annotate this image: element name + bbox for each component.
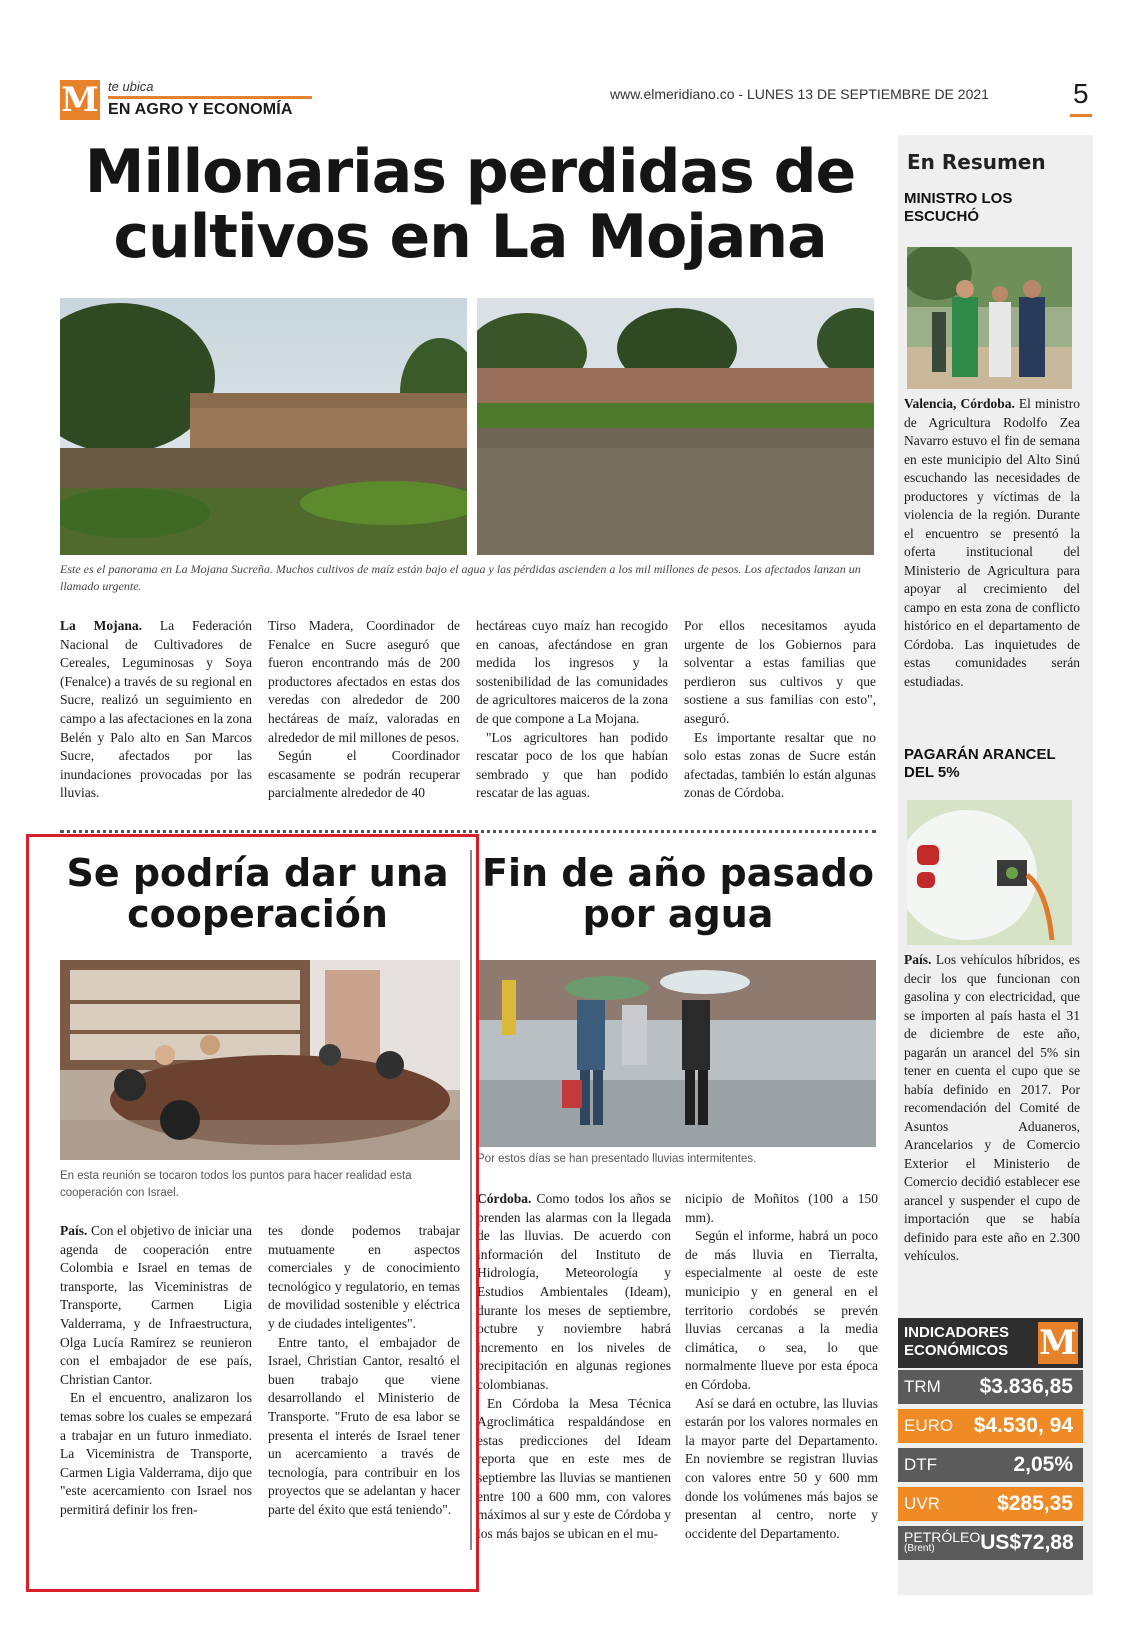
paragraph: Así se dará en octubre, las lluvias estarán por los valores normales en la mayor parte del Departamento. En noviembre se registran lluvias con valores entre 50 y 600 mm donde los volúmenes más bajos se presentan al centro, norte y occidente del Departamento. — [685, 1395, 878, 1541]
lluvias-column-1 — [477, 1190, 671, 1543]
sidebar-item2-body: Los vehículos híbridos, es decir los que funcionan con gasolina y con electricidad, que se importen al país hasta el 31 de diciembre de este año, pagarán un arancel del 5% sin tener en cuenta el cupo que se había definido en 2017. Por recomendación del Comité de Asuntos Aduaneros, Arancelarios y de Comercio Exterior el Ministerio de Comercio decidió establecer ese arancel y suspender el cupo de importación que se había definido para este año en 2.300 vehículos. — [904, 952, 1080, 1263]
lluvias-column-2 — [685, 1190, 878, 1543]
paragraph: Por ellos necesitamos ayuda urgente de los Gobiernos para solventar a estas familias que perdieron sus cultivos y que sostiene a sus familias con esto", aseguró. — [684, 618, 876, 726]
paragraph: nicipio de Moñitos (100 a 150 mm). — [685, 1191, 878, 1225]
main-headline: Millonarias perdidas de cultivos en La Mojana — [84, 137, 856, 272]
sidebar-item2-lead: País. — [904, 952, 932, 967]
main-story-column-2 — [268, 617, 460, 803]
section-divider — [60, 830, 876, 833]
sidebar-item2-text — [904, 951, 1080, 1266]
indicator-label: PETRÓLEO — [904, 1529, 981, 1545]
indicator-sublabel: (Brent) — [904, 1543, 935, 1554]
main-story-column-1 — [60, 617, 252, 803]
section-rule — [108, 96, 312, 99]
lluvias-headline: Fin de año pasado por agua — [482, 851, 874, 937]
highlight-box — [26, 834, 479, 1592]
main-story-column-3 — [476, 617, 668, 803]
page-number: 5 — [1073, 78, 1089, 109]
main-story-column-4 — [684, 617, 876, 803]
sidebar-item1-text — [904, 395, 1080, 691]
paragraph: Entre tanto, el embajador de Israel, Christian Cantor, resaltó el buen trabajo que viene desarrollando el Ministerio de Transporte. "Fruto de esa labor se presenta el interés de Israel tener un acercamiento a través de tecnología, para contribuir en los proyectos que se adelantan y hacer parte del éxito que está teniendo". — [268, 1334, 460, 1517]
indicators-title: INDICADORES ECONÓMICOS — [904, 1324, 1010, 1359]
paragraph: Según el informe, habrá un poco de más lluvia en Tierralta, especialmente al oeste de este municipio y en general en el territorio cordobés se prevén lluvias cercanas a la media climática, o sea, lo que normalmente llueve por esta época en Córdoba. — [685, 1228, 878, 1392]
indicator-row-petroleo — [898, 1526, 1083, 1560]
indicator-label: EURO — [904, 1416, 954, 1435]
sidebar-item2-heading: PAGARÁN ARANCEL DEL 5% — [904, 746, 1056, 781]
indicators-logo: M — [1039, 1323, 1077, 1363]
flooded-crops-photo-1 — [60, 298, 467, 555]
rain-photo-caption: Por estos días se han presentado lluvias intermitentes. — [477, 1153, 757, 1165]
newspaper-logo: M — [61, 80, 99, 120]
paragraph: Es importante resaltar que no solo estas zonas de Sucre están afectadas, también lo están algunas zonas de Córdoba. — [684, 729, 876, 801]
sidebar-item1-body: El ministro de Agricultura Rodolfo Zea Navarro estuvo el fin de semana en este municipio del Alto Sinú escuchando las necesidades de productores y víctimas de la violencia de la región. Durante el encuentro se presentó la oferta institucional del Ministerio de Agricultura para apoyar al crecimiento del campo en esta zona de conflicto histórico en el departamento de Córdoba. Las inquietudes de estas comunidades serán estudiadas. — [904, 396, 1080, 689]
paragraph: "Los agricultores han podido rescatar poco de los que habían sembrado y que han podido rescatar de las aguas. — [476, 729, 668, 801]
paragraph: Según el Coordinador escasamente se podrán recuperar parcialmente alrededor de 40 — [268, 748, 460, 801]
indicator-row-dtf — [898, 1448, 1083, 1482]
electric-car-photo — [907, 800, 1072, 945]
indicator-label: DTF — [904, 1455, 938, 1474]
indicator-value: $4.530, 94 — [973, 1414, 1073, 1437]
main-story-text: La Federación Nacional de Cultivadores de Cereales, Leguminosas y Soya (Fenalce) a través de su regional en Sucre, realizó un seguimiento en campo a las afectaciones en la zona Belén y Palo alto en San Marcos Sucre, afectados por las inundaciones provocadas por las lluvias. — [60, 618, 253, 801]
indicators-table — [898, 1370, 1083, 1560]
main-story-lead: La Mojana. — [60, 618, 143, 633]
indicator-label: UVR — [904, 1494, 940, 1513]
paragraph: En el encuentro, analizaron los temas sobre los cuales se empezará a trabajar en un futuro inmediato. La Viceministra de Transporte, Carmen Ligia Valderrama, dijo que "este acercamiento con Israel nos permitirá definir los fren- — [60, 1390, 252, 1517]
paragraph: Tirso Madera, Coordinador de Fenalce en Sucre aseguró que fueron encontrando más de 200 productores afectados en estas dos veredas con alrededor de 200 hectáreas de maíz, valoradas en alrededor de mil millones de pesos. — [268, 618, 460, 745]
meeting-photo-caption: En esta reunión se tocaron todos los puntos para hacer realidad esta cooperación con Israel. — [60, 1170, 412, 1199]
indicator-value: $285,35 — [997, 1492, 1073, 1515]
indicator-label-group — [904, 1531, 980, 1555]
indicator-row-euro — [898, 1409, 1083, 1443]
cooperacion-lead: País. — [60, 1223, 88, 1238]
indicator-value: US$72,88 — [980, 1531, 1074, 1554]
sidebar-item1-lead: Valencia, Córdoba. — [904, 396, 1015, 411]
lluvias-text: Como todos los años se prenden las alarmas con la llegada de las lluvias. De acuerdo con información del Instituto de Hidrología, Meteorología y Estudios Ambientales (Ideam), durante los meses de septiembre, octubre y noviembre habrá incremento en los niveles de precipitación en algunas regiones colombianas. — [477, 1191, 671, 1392]
minister-photo — [907, 247, 1072, 389]
indicator-label: TRM — [904, 1377, 941, 1396]
section-name: EN AGRO Y ECONOMÍA — [108, 101, 293, 118]
section-kicker: te ubica — [108, 79, 154, 94]
cooperacion-text: Con el objetivo de iniciar una agenda de cooperación entre Colombia e Israel en temas de transporte, las Viceministras de Transporte, Carmen Ligia Valderrama, y de Infraestructura, Olga Lucía Ramírez se reunieron con el embajador de ese país, Christian Cantor. — [60, 1223, 253, 1387]
dateline: www.elmeridiano.co - LUNES 13 DE SEPTIEMBRE DE 2021 — [610, 86, 989, 102]
sidebar-item1-heading: MINISTRO LOS ESCUCHÓ — [904, 190, 1013, 225]
main-photo-caption: Este es el panorama en La Mojana Sucreña. Muchos cultivos de maíz están bajo el agua y las pérdidas ascienden a los mil millones de pesos. Los afectados lanzan un llamado urgente. — [60, 562, 861, 593]
indicator-row-uvr — [898, 1487, 1083, 1521]
page-number-rule — [1070, 114, 1092, 117]
paragraph: En Córdoba la Mesa Técnica Agroclimática respaldándose en estas predicciones del Ideam reporta que en este mes de septiembre las lluvias se mantienen entre 100 a 600 mm, con valores máximos al sur y este de Córdoba y los más bajos se ubican en el mu- — [477, 1395, 671, 1541]
paragraph: tes donde podemos trabajar mutuamente en aspectos comerciales y de conocimiento tecnológico y regulatorio, en temas de movilidad sostenible y eléctrica y de ciudades inteligentes". — [268, 1223, 460, 1331]
paragraph: hectáreas cuyo maíz han recogido en canoas, afectándose en gran medida los ingresos y la sostenibilidad de las comunidades de agricultores maiceros de la zona de que compone a La Mojana. — [476, 618, 668, 726]
lluvias-lead: Córdoba. — [477, 1191, 532, 1206]
sidebar-title: En Resumen — [907, 150, 1046, 174]
rain-umbrellas-photo — [477, 960, 876, 1147]
indicators-header — [898, 1318, 1083, 1368]
indicator-row-trm — [898, 1370, 1083, 1404]
indicator-value: 2,05% — [1013, 1453, 1073, 1476]
indicator-value: $3.836,85 — [979, 1375, 1073, 1398]
flooded-crops-photo-2 — [477, 298, 874, 555]
cooperacion-headline: Se podría dar una cooperación — [66, 851, 449, 937]
